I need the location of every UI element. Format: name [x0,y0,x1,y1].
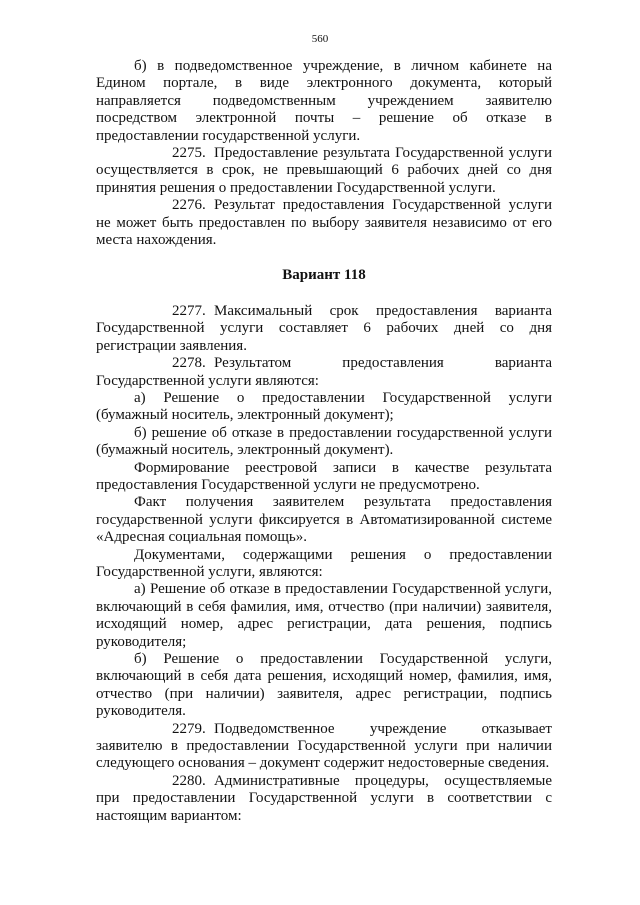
paragraph-2276 [96,197,552,249]
paragraph-text: Предоставление результата Государственной услуги осуществляется в срок, не превышающий 6 рабочих дней со дня принятия решения о предоставлении Государственной услуги. [96,145,552,196]
paragraph-text: Максимальный срок предоставления варианта Государственной услуги составляет 6 рабочих дней со дня регистрации заявления. [96,302,552,354]
paragraph-fact-recorded [96,494,552,546]
paragraph-text: а) Решение об отказе в предоставлении Государственной услуги, включающий в себя фамилия, имя, отчество (при наличии) заявителя, исходящий номер, адрес регистрации, дата решения, подпись руководителя; [96,581,552,650]
section-heading: Вариант 118 [282,267,366,284]
paragraph-text: б) решение об отказе в предоставлении государственной услуги (бумажный носитель, электронный документ). [96,424,552,459]
paragraph-2277 [96,303,552,355]
paragraph-text: Формирование реестровой записи в качестве результата предоставления Государственной услуги не предусмотрено. [96,459,552,493]
list-item-a-decision [96,390,552,425]
paragraph-text: Документами, содержащими решения о предоставлении Государственной услуги, являются: [96,546,552,580]
paragraph-2280 [96,773,552,825]
paragraph-registry-record [96,460,552,495]
paragraph-number: 2280. [172,772,206,789]
paragraph-number: 2275. [172,145,206,162]
list-item-a-refusal-doc [96,581,552,651]
paragraph-text: Факт получения заявителем результата предоставления государственной услуги фиксируется в Автоматизированной системе «Адресная социальная помощь». [96,494,552,546]
paragraph-number: 2278. [172,355,206,372]
paragraph-text: б) Решение о предоставлении Государственной услуги, включающий в себя дата решения, исходящий номер, фамилия, имя, отчество (при наличии) заявителя, адрес регистрации, подпись руководителя. [96,651,552,720]
document-body [96,58,552,825]
paragraph-2275 [96,145,552,197]
paragraph-text: а) Решение о предоставлении Государственной услуги (бумажный носитель, электронный документ); [96,389,552,424]
paragraph-b-portal [96,58,552,145]
page-number: 560 [311,33,329,45]
paragraph-text: Подведомственное учреждение отказывает заявителю в предоставлении Государственной услуги при наличии следующего основания – документ содержит недостоверные сведения. [96,720,552,772]
paragraph-text: Результат предоставления Государственной услуги не может быть предоставлен по выбору заявителя независимо от его места нахождения. [96,197,552,249]
paragraph-text: б) в подведомственное учреждение, в личном кабинете на Едином портале, в виде электронного документа, который направляется подведомственным учреждением заявителю посредством электронной почты – решение об отказе в предоставлении государственной услуги. [96,58,552,144]
paragraph-number: 2277. [172,302,206,319]
paragraph-number: 2276. [172,197,206,214]
paragraph-documents [96,547,552,582]
paragraph-2278 [96,355,552,390]
list-item-b-refusal [96,425,552,460]
paragraph-2279 [96,721,552,773]
paragraph-number: 2279. [172,720,206,737]
paragraph-text: Результатом предоставления варианта Государственной услуги являются: [96,355,552,389]
list-item-b-decision-doc [96,651,552,721]
paragraph-text: Административные процедуры, осуществляемые при предоставлении Государственной услуги в соответствии с настоящим вариантом: [96,772,552,824]
